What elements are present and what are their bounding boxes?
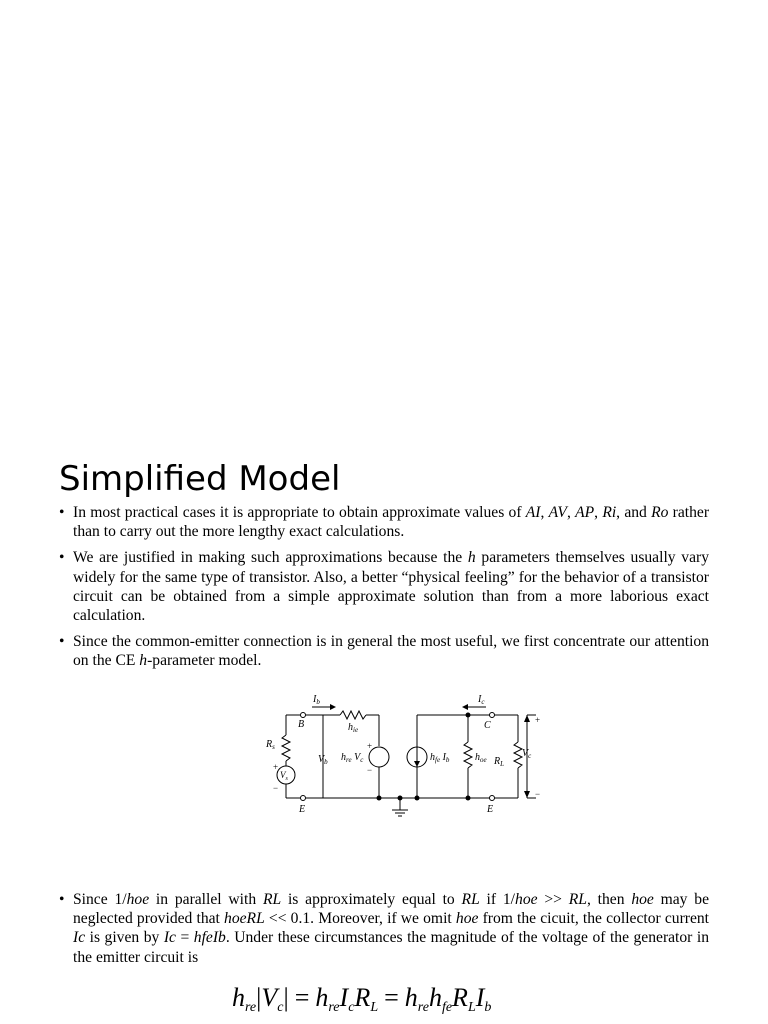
label-ic: $I_c$ bbox=[478, 694, 485, 706]
bullet-dot: • bbox=[59, 891, 65, 908]
bullet-item-2: • We are justified in making such approximations because the h parameters themselves usually vary widely for the same type of transistor. Also, a better “physical feeling” for the behavior of a transistor circuit can be obtained from a simple approximate solution than from a more laborious exact calculation. bbox=[59, 549, 709, 625]
generator-voltage-equation bbox=[232, 978, 532, 1018]
label-e-right: E bbox=[487, 804, 494, 815]
label-rs: $R_s$ bbox=[266, 739, 275, 751]
label-hie: $h_{ie}$ bbox=[348, 722, 359, 734]
bullet-dot: • bbox=[59, 504, 65, 521]
bullet-item-1: • In most practical cases it is appropriate to obtain approximate values of AI, AV, AP, Ri, and Ro rather than to carry out the more lengthy exact calculations. bbox=[59, 504, 710, 541]
slide-title: Simplified Model bbox=[59, 459, 341, 499]
label-vb: $V_b$ bbox=[318, 754, 328, 766]
svg-text:hre|Vc|=hreIcRL=hrehfeRLIb: hre|Vc| = hreIcRL = hrehfeRLIb bbox=[232, 983, 492, 1015]
bullet-dot: • bbox=[59, 549, 65, 567]
label-rl: $R_L$ bbox=[494, 756, 505, 768]
label-vc: $V_c$ bbox=[522, 748, 532, 760]
bullet-item-4: • Since 1/hoe in parallel with RL is approximately equal to RL if 1/hoe >> RL, then hoe may be neglected provided that hoeRL << 0.1. Moreover, if we omit hoe from the cicuit, the collector current Ic is given by Ic = hfeIb. Under these circumstances the magnitude of the voltage of the generator in the emitter circuit is bbox=[59, 891, 710, 966]
label-vs: $V_s$ bbox=[280, 770, 288, 782]
hre-plus-sign: + bbox=[367, 741, 373, 751]
label-ib: $I_b$ bbox=[313, 694, 320, 706]
hre-minus-sign: − bbox=[367, 765, 373, 775]
bullet-list-continued bbox=[59, 890, 709, 974]
vc-plus-sign: + bbox=[535, 715, 541, 725]
label-hre-vc: $h_{re}$ $V_c$ bbox=[341, 752, 364, 764]
label-b: B bbox=[298, 719, 305, 730]
label-c: C bbox=[484, 720, 491, 731]
label-e-left: E bbox=[299, 804, 306, 815]
label-hfe-ib: $h_{fe}$ $I_b$ bbox=[430, 752, 450, 764]
ce-h-parameter-circuit-diagram bbox=[256, 690, 556, 820]
bullet-dot: • bbox=[59, 633, 65, 651]
bullet-item-3: • Since the common-emitter connection is in general the most useful, we first concentrate our attention on the CE h-parameter model. bbox=[59, 633, 709, 670]
vc-minus-sign: − bbox=[535, 789, 541, 799]
label-hoe: $h_{oe}$ bbox=[475, 752, 487, 764]
vs-minus-sign: − bbox=[273, 783, 279, 793]
vs-plus-sign: + bbox=[273, 762, 279, 772]
bullet-list bbox=[59, 503, 709, 678]
